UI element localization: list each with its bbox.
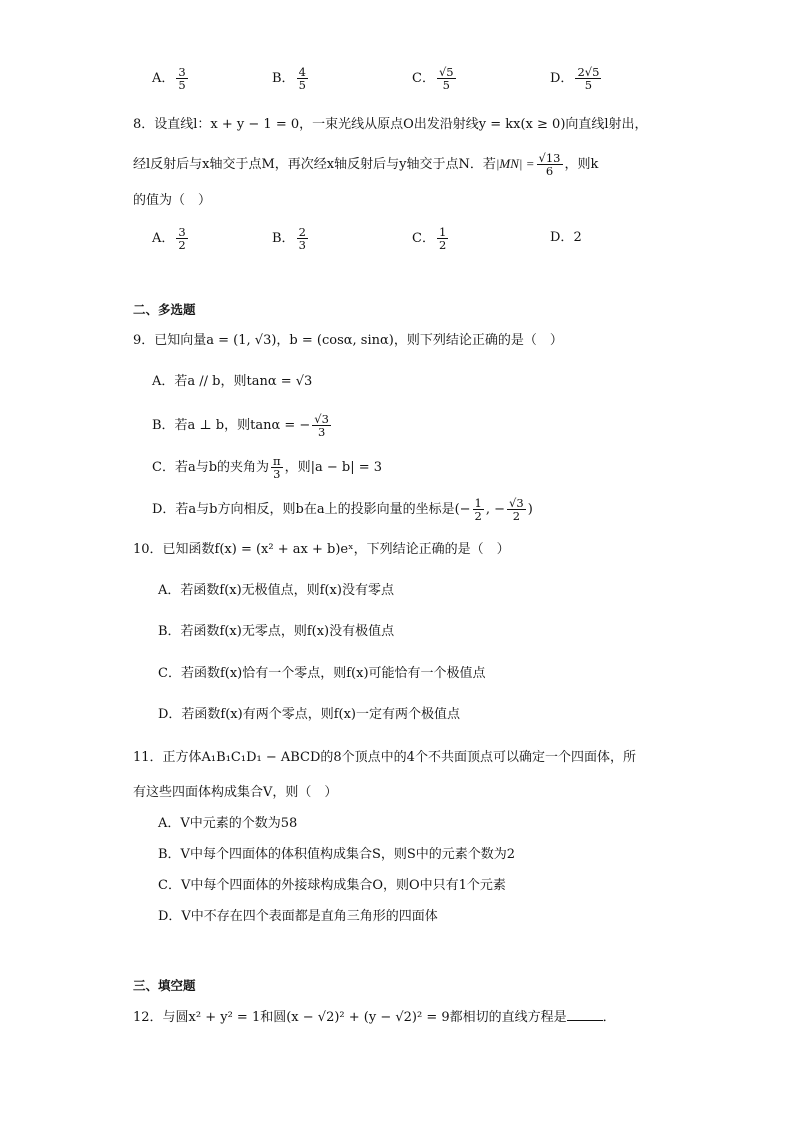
q10-stem: 10．已知函数f(x) = (x² + ax + b)eˣ，下列结论正确的是（ ） [133,542,510,557]
q11-stem-line2: 有这些四面体构成集合V，则（ ） [133,785,338,800]
q9-stem: 9．已知向量a = (1, √3)，b = (cosα, sinα)，则下列结论正确的是（ ） [133,333,563,348]
q9-option-c[interactable]: C．若a与b的夹角为 $\frac{\pi}{3}$ ，则|a − b| = 3 [152,454,383,481]
q9-option-b[interactable]: B．若a ⊥ b，则tanα = − $\frac{√3}{3}$ [152,412,329,439]
q7-option-b[interactable]: B． $\frac{4}{5}$ [272,65,306,92]
q10-option-b[interactable]: B．若函数f(x)无零点，则f(x)没有极值点 [158,624,395,639]
q10-option-a[interactable]: A．若函数f(x)无极值点，则f(x)没有零点 [158,583,394,598]
q7-option-d[interactable]: D． $\frac{2√5}{5}$ [550,65,600,92]
q11-stem-line1: 11．正方体A₁B₁C₁D₁ − ABCD的8个顶点中的4个不共面顶点可以确定一个四面体，所 [133,750,636,765]
q7-option-a[interactable]: A． $\frac{3}{5}$ [152,65,186,92]
q11-option-a[interactable]: A．V中元素的个数为58 [158,816,298,831]
q8-stem-line2: 经l反射后与x轴交于点M，再次经x轴反射后与y轴交于点N．若|MN| = $\frac{√13}{6}$ ，则k [133,151,599,178]
q8-stem-line3: 的值为（ ） [133,193,212,208]
q11-option-d[interactable]: D．V中不存在四个表面都是直角三角形的四面体 [158,909,438,924]
q8-option-a[interactable]: A． $\frac{3}{2}$ [152,225,186,252]
q8-option-b[interactable]: B． $\frac{2}{3}$ [272,225,306,252]
q12-stem: 12．与圆x² + y² = 1和圆(x − √2)² + (y − √2)² = 9都相切的直线方程是 ． [133,1010,616,1025]
q10-option-d[interactable]: D．若函数f(x)有两个零点，则f(x)一定有两个极值点 [158,707,460,722]
q9-option-a[interactable]: A．若a // b，则tanα = √3 [152,374,313,389]
answer-blank[interactable] [567,1008,603,1021]
q8-stem-line1: 8．设直线l：x + y − 1 = 0，一束光线从原点O出发沿射线y = kx(x ≥ 0)向直线l射出， [133,117,648,132]
q10-option-c[interactable]: C．若函数f(x)恰有一个零点，则f(x)可能恰有一个极值点 [158,666,486,681]
q8-option-c[interactable]: C． $\frac{1}{2}$ [412,225,447,252]
q11-option-b[interactable]: B．V中每个四面体的体积值构成集合S，则S中的元素个数为2 [158,847,516,862]
section-heading-multiple-choice: 二、多选题 [133,302,196,317]
q11-option-c[interactable]: C．V中每个四面体的外接球构成集合O，则O中只有1个元素 [158,878,506,893]
q9-option-d[interactable]: D．若a与b方向相反，则b在a上的投影向量的坐标是(− $\frac{1}{2}$ , − $\frac{√3}{2}$ ) [152,496,533,523]
section-heading-fill-in: 三、填空题 [133,978,196,993]
q7-option-c[interactable]: C． $\frac{√5}{5}$ [412,65,454,92]
q8-option-d[interactable]: D．2 [550,230,582,245]
